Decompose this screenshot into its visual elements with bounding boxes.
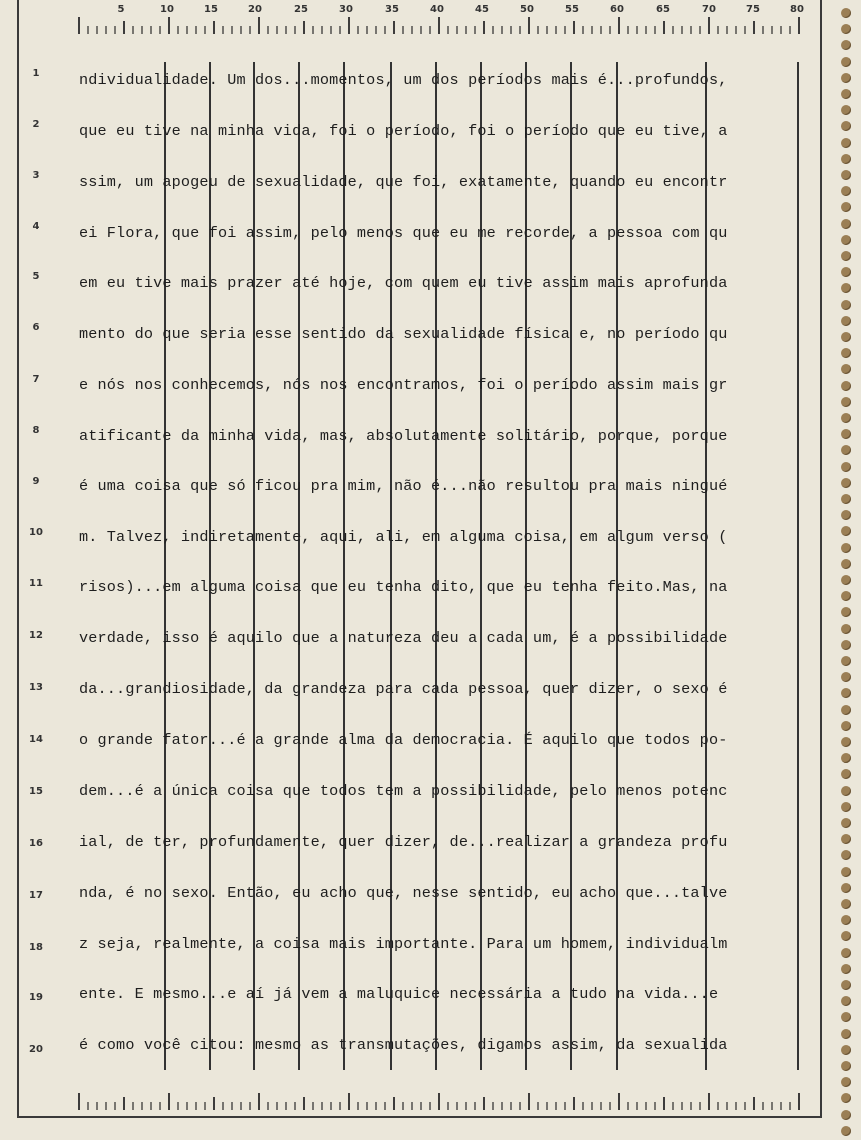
transcript-line: e nós nos conhecemos, nós nos encontramos, foi o período assim mais gr [79,376,728,394]
scale-number: 25 [294,4,308,15]
binding-hole [841,138,851,148]
scale-number: 60 [610,4,624,15]
scale-number: 20 [248,4,262,15]
binding-hole [841,591,851,601]
column-guide-line [705,62,707,1070]
binding-hole [841,89,851,99]
line-number: 20 [29,1044,43,1055]
top-ruler-ticks [78,14,800,38]
binding-hole [841,494,851,504]
scale-number: 55 [565,4,579,15]
binding-hole [841,802,851,812]
line-number: 12 [29,630,43,641]
binding-hole [841,1093,851,1103]
scale-number: 50 [520,4,534,15]
binding-hole [841,73,851,83]
line-number: 16 [29,838,43,849]
binding-hole [841,1077,851,1087]
scale-number: 30 [339,4,353,15]
binding-hole [841,867,851,877]
binding-hole [841,1110,851,1120]
column-guide-line [480,62,482,1070]
transcript-line: atificante da minha vida, mas, absolutamente solitário, porque, porque [79,427,728,445]
line-number: 4 [32,221,40,232]
scale-number: 5 [117,4,125,15]
bottom-ruler [78,1090,798,1120]
column-guide-line [435,62,437,1070]
scale-number: 15 [204,4,218,15]
binding-hole [841,429,851,439]
binding-hole [841,251,851,261]
binding-hole [841,640,851,650]
binding-hole [841,40,851,50]
top-ruler [78,14,798,44]
scale-number: 75 [746,4,760,15]
scale-number: 45 [475,4,489,15]
scale-number: 65 [656,4,670,15]
transcript-line: ei Flora, que foi assim, pelo menos que eu me recorde, a pessoa com qu [79,224,728,242]
scale-number: 35 [385,4,399,15]
binding-holes [838,0,854,1140]
binding-hole [841,753,851,763]
binding-hole [841,818,851,828]
transcript-line: m. Talvez, indiretamente, aqui, ali, em alguma coisa, em algum verso ( [79,528,728,546]
binding-hole [841,364,851,374]
transcript-line: é como você citou: mesmo as transmutações, digamos assim, da sexualida [79,1036,728,1054]
line-number: 6 [32,322,40,333]
binding-hole [841,478,851,488]
binding-hole [841,283,851,293]
line-number: 8 [32,425,40,436]
scale-number: 10 [160,4,174,15]
column-guide-line [253,62,255,1070]
binding-hole [841,883,851,893]
binding-hole [841,559,851,569]
transcript-line: em eu tive mais prazer até hoje, com quem eu tive assim mais aprofunda [79,274,728,292]
bottom-ruler-ticks [78,1090,800,1114]
binding-hole [841,332,851,342]
binding-hole [841,1126,851,1136]
binding-hole [841,980,851,990]
binding-hole [841,8,851,18]
binding-hole [841,24,851,34]
binding-hole [841,769,851,779]
binding-hole [841,964,851,974]
line-number: 10 [29,527,43,538]
binding-hole [841,1012,851,1022]
binding-hole [841,267,851,277]
binding-hole [841,445,851,455]
binding-hole [841,170,851,180]
binding-hole [841,996,851,1006]
binding-hole [841,931,851,941]
binding-hole [841,705,851,715]
transcript-line: dem...é a única coisa que todos tem a possibilidade, pelo menos potenc [79,782,728,800]
transcript-line: ssim, um apogeu de sexualidade, que foi, exatamente, quando eu encontr [79,173,728,191]
column-guide-line [164,62,166,1070]
binding-hole [841,121,851,131]
line-number: 7 [32,374,40,385]
binding-hole [841,316,851,326]
line-number: 9 [32,476,40,487]
transcript-line: verdade, isso é aquilo que a natureza deu a cada um, é a possibilidade [79,629,728,647]
binding-hole [841,624,851,634]
line-number: 5 [32,271,40,282]
line-number: 14 [29,734,43,745]
binding-hole [841,300,851,310]
transcript-line: da...grandiosidade, da grandeza para cada pessoa, quer dizer, o sexo é [79,680,728,698]
line-number: 17 [29,890,43,901]
binding-hole [841,737,851,747]
binding-hole [841,348,851,358]
binding-hole [841,105,851,115]
binding-hole [841,915,851,925]
transcript-line: é uma coisa que só ficou pra mim, não é...não resultou pra mais ningué [79,477,728,495]
binding-hole [841,219,851,229]
column-guide-line [298,62,300,1070]
binding-hole [841,607,851,617]
binding-hole [841,202,851,212]
binding-hole [841,899,851,909]
binding-hole [841,721,851,731]
line-number: 3 [32,170,40,181]
scale-number: 70 [702,4,716,15]
column-guide-line [209,62,211,1070]
scale-number: 40 [430,4,444,15]
binding-hole [841,381,851,391]
binding-hole [841,1029,851,1039]
binding-hole [841,786,851,796]
transcript-line: nda, é no sexo. Então, eu acho que, nesse sentido, eu acho que...talve [79,884,728,902]
binding-hole [841,154,851,164]
column-guide-line [570,62,572,1070]
binding-hole [841,510,851,520]
binding-hole [841,948,851,958]
column-guide-line [797,62,799,1070]
binding-hole [841,526,851,536]
binding-hole [841,57,851,67]
transcript-line: ial, de ter, profundamente, quer dizer, de...realizar a grandeza profu [79,833,728,851]
binding-hole [841,656,851,666]
binding-hole [841,834,851,844]
binding-hole [841,397,851,407]
transcript-line: ndividualidade. Um dos...momentos, um dos períodos mais é...profundos, [79,71,728,89]
binding-hole [841,543,851,553]
binding-hole [841,235,851,245]
scale-number: 80 [790,4,804,15]
transcript-line: o grande fator...é a grande alma da democracia. É aquilo que todos po- [79,731,728,749]
line-number: 15 [29,786,43,797]
transcript-line: ente. E mesmo...e aí já vem a maluquice necessária a tudo na vida...e [79,985,719,1003]
line-number: 19 [29,992,43,1003]
line-number: 18 [29,942,43,953]
binding-hole [841,1045,851,1055]
binding-hole [841,850,851,860]
transcript-line: z seja, realmente, a coisa mais importante. Para um homem, individualm [79,935,728,953]
binding-hole [841,413,851,423]
binding-hole [841,575,851,585]
line-number: 11 [29,578,43,589]
binding-hole [841,672,851,682]
line-number: 13 [29,682,43,693]
line-number: 1 [32,68,40,79]
column-guide-line [616,62,618,1070]
transcript-line: risos)...em alguma coisa que eu tenha dito, que eu tenha feito.Mas, na [79,578,728,596]
binding-hole [841,462,851,472]
binding-hole [841,688,851,698]
column-guide-line [525,62,527,1070]
binding-hole [841,186,851,196]
transcript-line: que eu tive na minha vida, foi o período, foi o período que eu tive, a [79,122,728,140]
column-guide-line [390,62,392,1070]
transcript-line: mento do que seria esse sentido da sexualidade física e, no período qu [79,325,728,343]
column-guide-line [343,62,345,1070]
binding-hole [841,1061,851,1071]
line-number: 2 [32,119,40,130]
